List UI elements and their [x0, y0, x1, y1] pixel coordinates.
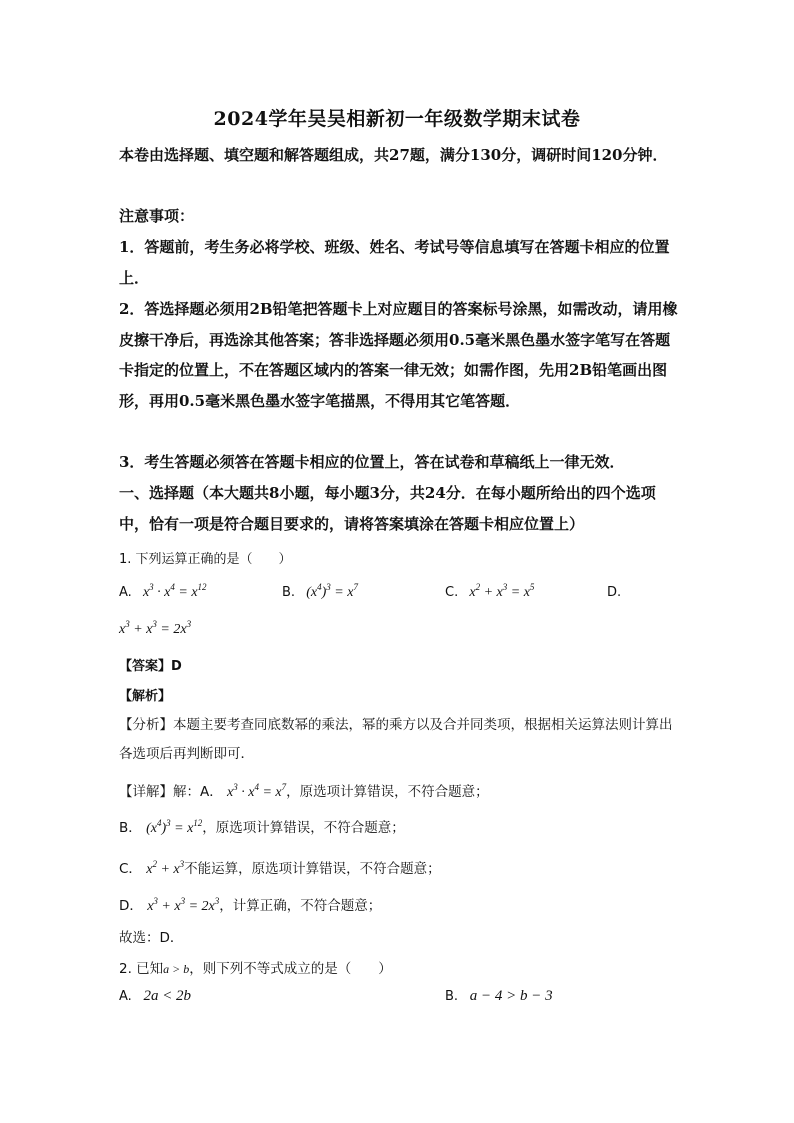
- option-b-label: B.: [282, 585, 296, 600]
- q2-option-b-formula: a − 4 > b − 3: [462, 988, 553, 1004]
- q2-option-a[interactable]: [119, 988, 191, 1005]
- q1-choose: 故选：D．: [119, 930, 184, 946]
- q1-option-c[interactable]: [445, 582, 535, 601]
- notes-heading: 注意事项：: [119, 207, 195, 225]
- option-b-formula: $(x^4)^3 = x^7$: [299, 582, 358, 600]
- question-2-stem: 2. 已知a > b，则下列不等式成立的是（ ）: [119, 961, 392, 977]
- q1-detail-b: B． $(x^4)^3 = x^{12}$，原选项计算错误，不符合题意；: [119, 818, 405, 836]
- note-2: 2．答选择题必须用2B铅笔把答题卡上对应题目的答案标号涂黑，如需改动，请用橡皮擦干净后，再选涂其他答案；答非选择题必须用0.5毫米黑色墨水签字笔写在答题卡指定的位置上，不在答题区域内的答案一律无效；如需作图，先用2B铅笔画出图形，再用0.5毫米黑色墨水签字笔描黑，不得用其它笔答题．: [119, 300, 678, 410]
- question-1-stem: 1. 下列运算正确的是（ ）: [119, 552, 292, 567]
- q1-option-a[interactable]: [119, 582, 207, 601]
- note-1: 1．答题前，考生务必将学校、班级、姓名、考试号等信息填写在答题卡相应的位置上．: [119, 238, 670, 287]
- option-a-label: A.: [119, 585, 132, 600]
- q1-answer: 【答案】D: [119, 659, 182, 674]
- option-d-label: D.: [607, 585, 622, 600]
- answer-value: D: [171, 659, 182, 674]
- q1-analysis: 【分析】本题主要考查同底数幂的乘法，幂的乘方以及合并同类项，根据相关运算法则计算出各选项后再判断即可．: [119, 717, 673, 762]
- q2-option-a-label: A.: [119, 989, 132, 1004]
- option-a-formula: $x^3 \cdot x^4 = x^{12}$: [135, 582, 207, 600]
- q1-option-d-formula: $x^3 + x^3 = 2x^3$: [119, 619, 192, 637]
- q1-option-d[interactable]: [607, 585, 621, 600]
- option-c-formula: $x^2 + x^3 = x^5$: [462, 582, 535, 600]
- option-c-label: C.: [445, 585, 459, 600]
- q2-option-a-formula: 2a < 2b: [135, 988, 192, 1004]
- page-title: 2024学年吴吴相新初一年级数学期末试卷: [213, 108, 581, 130]
- note-3: 3．考生答题必须答在答题卡相应的位置上，答在试卷和草稿纸上一律无效．: [119, 453, 625, 471]
- q1-analysis-label: 【解析】: [119, 689, 172, 704]
- q2-option-b-label: B.: [445, 989, 459, 1004]
- intro-text: 本卷由选择题、填空题和解答题组成，共27题，满分130分，调研时间120分钟．: [119, 146, 668, 164]
- q1-option-b[interactable]: [282, 582, 358, 601]
- section-1-heading: 一、选择题（本大题共8小题，每小题3分，共24分．在每小题所给出的四个选项中，恰有一项是符合题目要求的，请将答案填涂在答题卡相应位置上）: [119, 484, 656, 533]
- q1-detail-a: 【详解】解：A． $x^3 \cdot x^4 = x^7$，原选项计算错误，不符合题意；: [119, 782, 489, 800]
- q1-detail-d: D． $x^3 + x^3 = 2x^3$，计算正确，不符合题意；: [119, 896, 382, 914]
- q2-option-b[interactable]: [445, 988, 553, 1005]
- q1-detail-c: C． $x^2 + x^3$不能运算，原选项计算错误，不符合题意；: [119, 859, 441, 877]
